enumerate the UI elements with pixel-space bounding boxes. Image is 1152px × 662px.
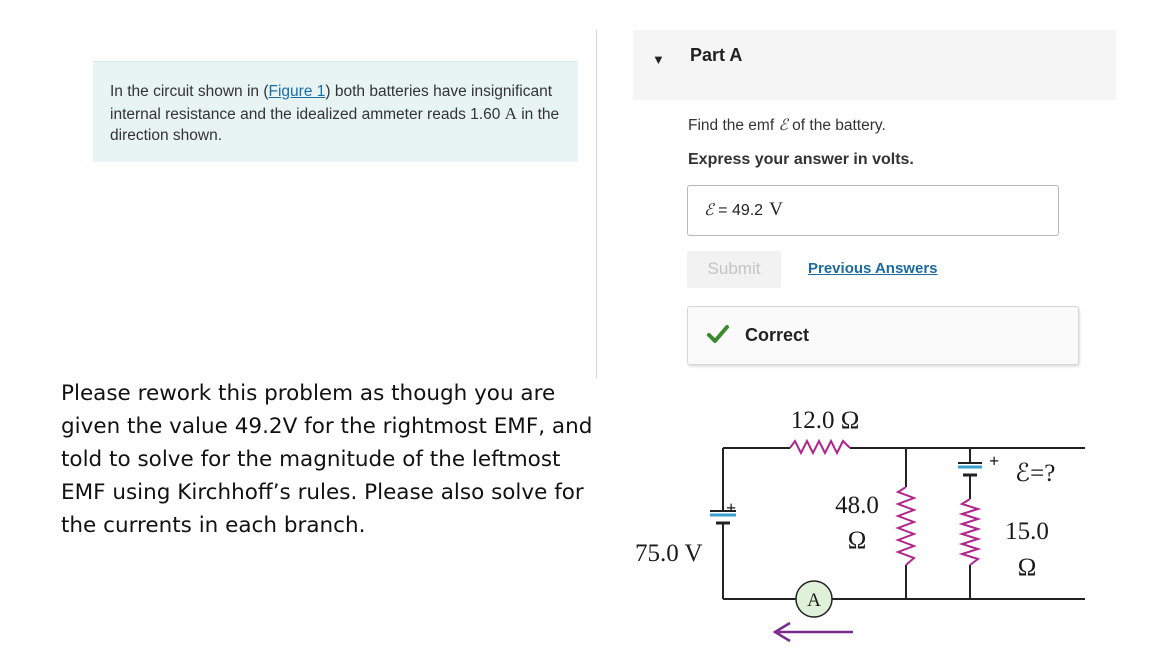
- ampere-unit: A: [504, 103, 517, 123]
- problem-text-start: In the circuit shown in (: [110, 83, 269, 100]
- top-resistor-label: 12.0 Ω: [790, 407, 860, 434]
- question-start: Find the emf: [688, 117, 779, 134]
- emf-symbol: ℰ: [778, 116, 788, 134]
- left-battery-plus: +: [726, 498, 737, 518]
- middle-resistor-unit: Ω: [847, 527, 867, 554]
- feedback-status: Correct: [745, 325, 810, 345]
- circuit-figure: [600, 395, 1120, 657]
- check-icon: [707, 324, 729, 344]
- problem-statement: [93, 61, 578, 162]
- middle-resistor-value: 48.0: [835, 492, 879, 519]
- answer-value[interactable]: 49.2: [731, 202, 764, 219]
- problem-text-end: in the direction shown.: [110, 105, 560, 144]
- column-divider: [596, 30, 597, 378]
- resistor-15-ohm: [962, 499, 978, 565]
- previous-answers-link[interactable]: Previous Answers: [808, 260, 938, 277]
- figure-link[interactable]: Figure 1: [268, 83, 326, 100]
- question-text: [688, 116, 886, 135]
- answer-unit: V: [769, 199, 783, 220]
- answer-equals: =: [718, 202, 728, 219]
- ammeter-label: A: [807, 590, 821, 611]
- resistor-48-ohm: [898, 487, 914, 565]
- answer-symbol: ℰ: [704, 200, 714, 219]
- part-a-header[interactable]: [633, 30, 1116, 100]
- answer-instruction: Express your answer in volts.: [688, 151, 914, 168]
- right-battery-label: ℰ=?: [1015, 460, 1056, 487]
- right-resistor-unit: Ω: [1017, 554, 1037, 581]
- right-battery-plus: +: [989, 451, 1000, 471]
- caret-down-icon[interactable]: ▼: [652, 52, 665, 67]
- problem-text-middle: ) both batteries have insignificant internal resistance and the idealized ammeter reads 1.60: [110, 83, 552, 123]
- resistor-12-ohm: [790, 441, 850, 453]
- feedback-box: [687, 306, 1079, 365]
- part-title: Part A: [690, 45, 743, 65]
- left-battery-label: 75.0 V: [635, 540, 703, 567]
- right-resistor-value: 15.0: [1005, 518, 1049, 545]
- answer-input[interactable]: [687, 185, 1059, 236]
- question-end: of the battery.: [787, 117, 886, 134]
- rework-instructions: Please rework this problem as though you are given the value 49.2V for the rightmost EMF, and told to solve for the magnitude of the leftmost EMF using Kirchhoff’s rules. Please also solve for the currents in each branch.: [61, 381, 593, 538]
- submit-button[interactable]: Submit: [687, 251, 781, 288]
